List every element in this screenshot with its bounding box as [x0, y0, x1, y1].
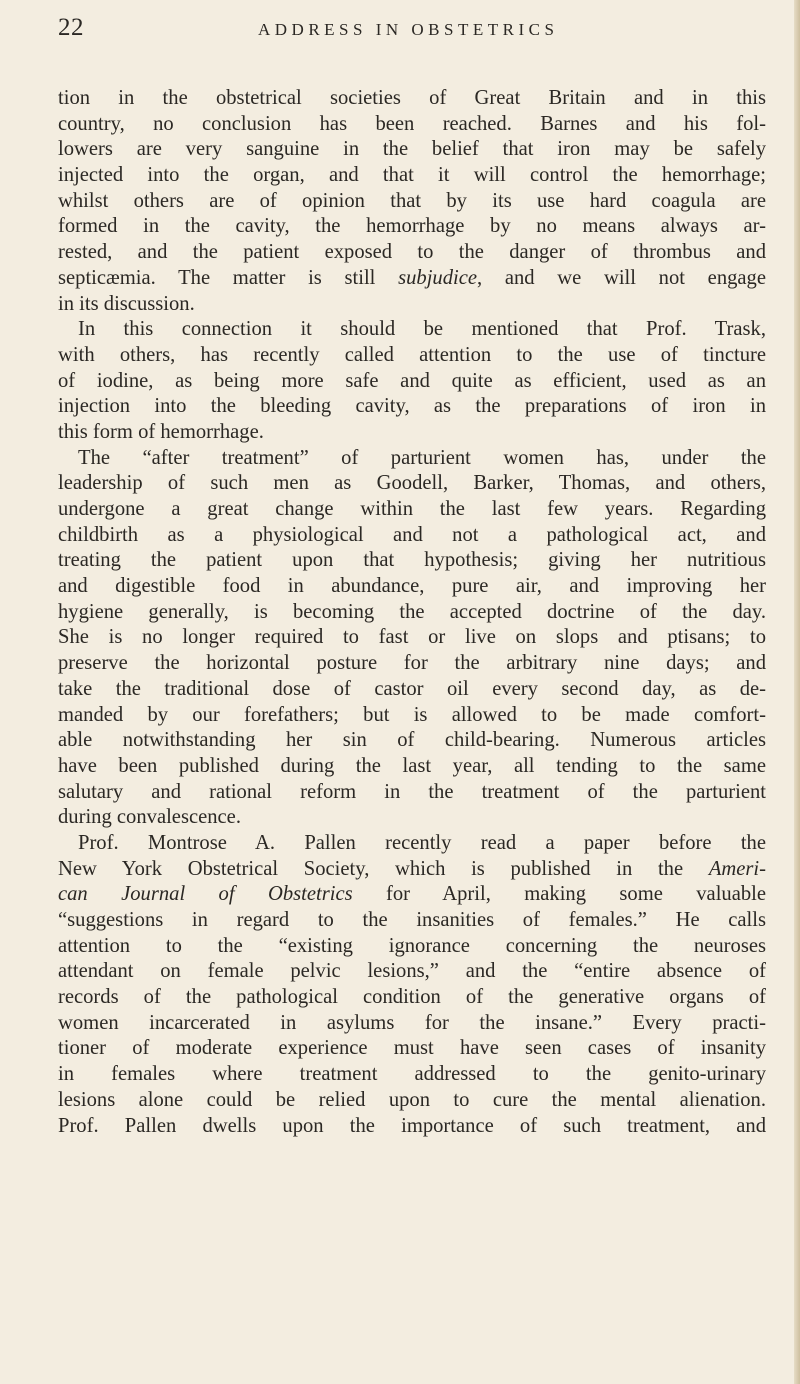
- paragraph-end-line: during convalescence.: [58, 806, 241, 829]
- page-header: [58, 14, 758, 50]
- italic-term: subjudice: [398, 266, 478, 289]
- text-line: “suggestions in regard to the insanities of females.” He calls: [58, 909, 766, 931]
- page-number: 22: [58, 14, 84, 41]
- text-line: and digestible food in abundance, pure air, and improving her: [58, 575, 766, 598]
- text-line: lesions alone could be relied upon to cure the mental alienation.: [58, 1088, 766, 1111]
- running-head: ADDRESS IN OBSTETRICS: [258, 20, 559, 39]
- text-line: rested, and the patient exposed to the danger of thrombus and: [58, 241, 766, 264]
- text-line: attention to the “existing ignorance concerning the neuroses: [58, 934, 766, 957]
- text-line: hygiene generally, is becoming the accepted doctrine of the day.: [58, 600, 766, 623]
- paragraph-start-line: The “after treatment” of parturient women has, under the: [78, 446, 766, 469]
- text-line: Prof. Pallen dwells upon the importance of such treatment, and: [58, 1114, 766, 1137]
- italic-journal-title: Ameri-: [708, 857, 766, 880]
- text-line: take the traditional dose of castor oil every second day, as de-: [58, 677, 766, 700]
- text-line: formed in the cavity, the hemorrhage by no means always ar-: [58, 215, 766, 238]
- text-line: manded by our forefathers; but is allowed to be made comfort-: [58, 703, 766, 726]
- text-line: tioner of moderate experience must have seen cases of insanity: [58, 1037, 766, 1060]
- text-line: women incarcerated in asylums for the insane.” Every practi-: [58, 1011, 766, 1034]
- paragraph-start-line: Prof. Montrose A. Pallen recently read a paper before the: [78, 831, 766, 854]
- text-line: with others, has recently called attention to the use of tincture: [58, 343, 766, 366]
- text-line: preserve the horizontal posture for the arbitrary nine days; and: [58, 652, 766, 675]
- text-line: whilst others are of opinion that by its use hard coagula are: [58, 189, 766, 212]
- text-line: have been published during the last year, all tending to the same: [58, 754, 766, 777]
- text-line: childbirth as a physiological and not a pathological act, and: [58, 523, 766, 546]
- text-line: tion in the obstetrical societies of Great Britain and in this: [58, 87, 766, 109]
- text-line: of iodine, as being more safe and quite as efficient, used as an: [58, 369, 766, 392]
- text-line: lowers are very sanguine in the belief that iron may be safely: [58, 138, 766, 161]
- text-line: salutary and rational reform in the treatment of the parturient: [58, 780, 766, 803]
- text-line: leadership of such men as Goodell, Barker, Thomas, and others,: [58, 472, 766, 495]
- paragraph-start-line: In this connection it should be mentioned that Prof. Trask,: [78, 318, 766, 341]
- text-line: septicæmia. The matter is still subjudice, and we will not engage: [58, 266, 766, 289]
- text-line: treating the patient upon that hypothesis; giving her nutritious: [58, 549, 766, 572]
- italic-journal-title: can Journal of Obstetrics: [58, 883, 353, 906]
- text-line: undergone a great change within the last few years. Regarding: [58, 498, 766, 520]
- text-line: injection into the bleeding cavity, as the preparations of iron in: [58, 395, 766, 418]
- body-text: [58, 86, 766, 1139]
- text-line: can Journal of Obstetrics for April, making some valuable: [58, 883, 767, 906]
- text-line: able notwithstanding her sin of child-bearing. Numerous articles: [58, 729, 766, 752]
- page-edge: [794, 0, 800, 1384]
- paragraph-end-line: in its discussion.: [58, 292, 195, 315]
- paragraph-end-line: this form of hemorrhage.: [58, 420, 264, 443]
- text-line: in females where treatment addressed to the genito-urinary: [58, 1063, 766, 1086]
- text-line: records of the pathological condition of the generative organs of: [58, 986, 766, 1009]
- text-line: New York Obstetrical Society, which is published in the Ameri-: [58, 857, 766, 880]
- text-line: country, no conclusion has been reached. Barnes and his fol-: [58, 112, 766, 135]
- text-line: attendant on female pelvic lesions,” and the “entire absence of: [58, 960, 766, 983]
- text-line: injected into the organ, and that it will control the hemorrhage;: [58, 164, 766, 187]
- text-line: She is no longer required to fast or live on slops and ptisans; to: [58, 626, 766, 649]
